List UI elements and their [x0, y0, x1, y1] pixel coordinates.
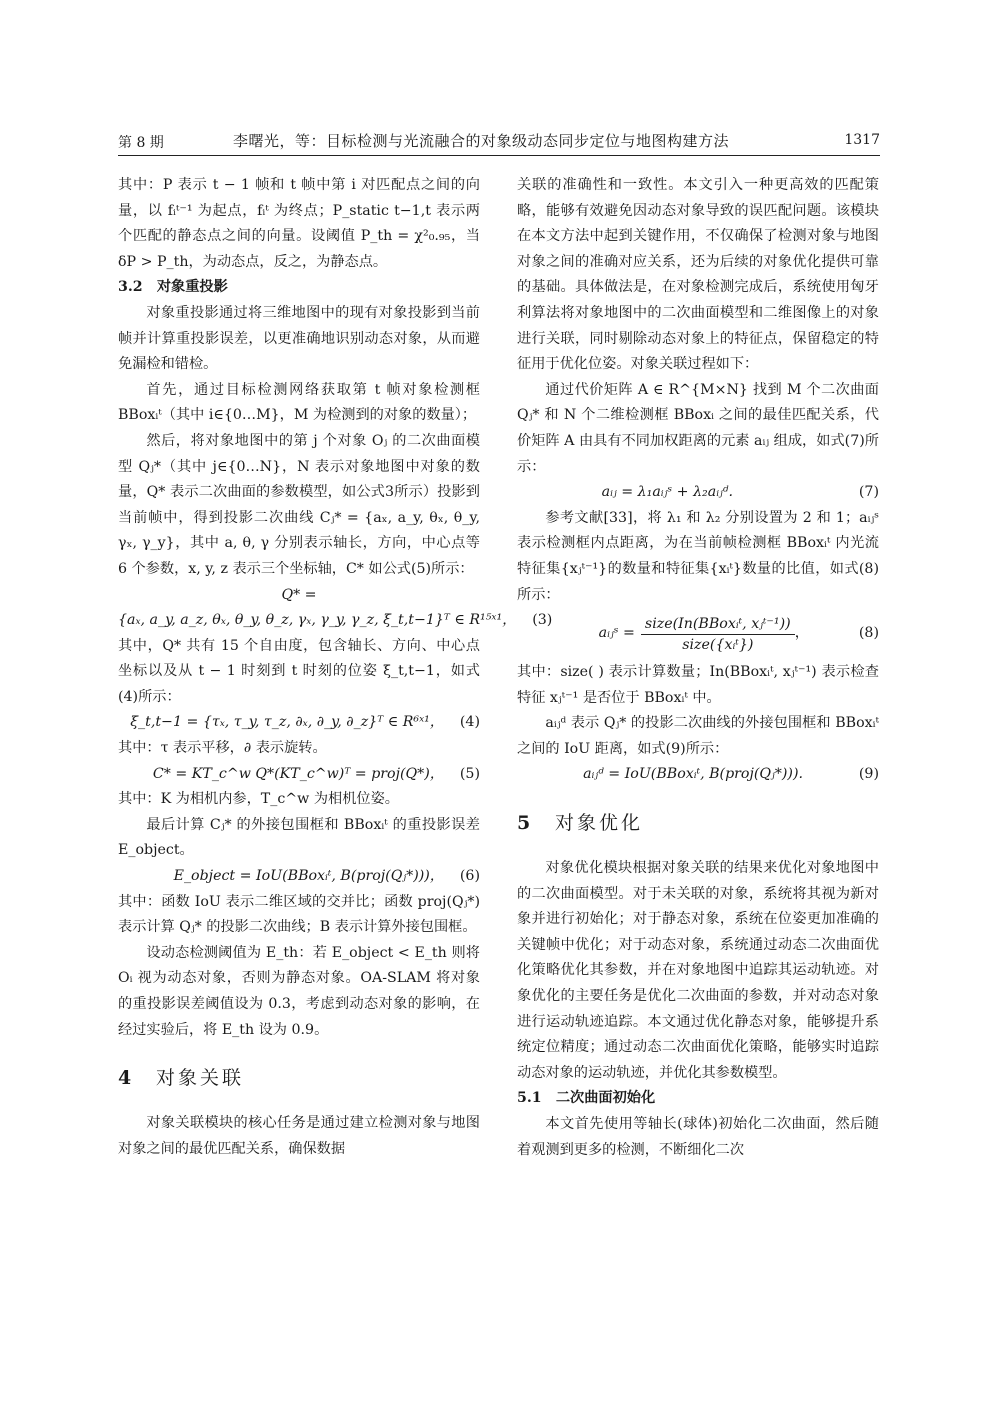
paragraph: 其中：P 表示 t − 1 帧和 t 帧中第 i 对匹配点之间的向量，以 fᵢᵗ⁻¹ 为起点，fᵢᵗ 为终点；P_static t−1,t 表示两个匹配的静态点之间的向量。设阈值 P_th = χ²₀.₉₅，当 δP > P_th，为动态点，反之，为静态点。: [118, 177, 480, 270]
equation-3-line1: Q* =: [281, 586, 317, 603]
paragraph: 对象关联模块的核心任务是通过建立检测对象与地图对象之间的最优匹配关系，确保数据: [118, 1115, 480, 1157]
equation-number: (5): [459, 765, 480, 782]
equation-number: (7): [858, 484, 879, 501]
running-title: 李曙光，等：目标检测与光流融合的对象级动态同步定位与地图构建方法: [233, 132, 730, 150]
equation-number: (3): [532, 612, 553, 629]
paragraph: 关联的准确性和一致性。本文引入一种更高效的匹配策略，能够有效避免因动态对象导致的误匹配问题。该模块在本文方法中起到关键作用，不仅确保了检测对象与地图对象之间的准确对应关系，还为后续的对象优化提供可靠的基础。具体做法是，在对象检测完成后，系统使用匈牙利算法将对象地图中的二次曲面模型和二维图像上的对象进行关联，同时剔除动态对象上的特征点，保留稳定的特征用于优化位姿。对象关联过程如下：: [517, 177, 879, 373]
page-number: 1317: [844, 132, 880, 148]
section-heading-5-1: 5.1 二次曲面初始化: [517, 1090, 656, 1107]
fraction: $\frac{\text{size(In(BBoxᵢᵗ, xⱼᵗ⁻¹))}}{\text{size(\{xᵢᵗ\})}}$: [641, 614, 795, 655]
paragraph: 通过代价矩阵 A ∈ R^{M×N} 找到 M 个二次曲面 Qⱼ* 和 N 个二维检测框 BBoxᵢ 之间的最佳匹配关系，代价矩阵 A 由具有不同加权距离的元素 aᵢⱼ 组成，如式(7)所示：: [517, 381, 879, 475]
equation-5: C* = KT_c^w Q*(KT_c^w)ᵀ = proj(Q*)， (5): [118, 762, 480, 788]
paragraph: 对象优化模块根据对象关联的结果来优化对象地图中的二次曲面模型。对于未关联的对象，系统将其视为新对象并进行初始化；对于静态对象，系统在位姿更加准确的关键帧中优化；对于动态对象，系统通过动态二次曲面优化策略优化其参数，并在对象地图中追踪其运动轨迹。对象优化的主要任务是优化二次曲面的参数，并对动态对象进行运动轨迹追踪。本文通过优化静态对象，能够提升系统定位精度；通过动态二次曲面优化策略，能够实时追踪动态对象的运动轨迹，并优化其参数模型。: [517, 860, 879, 1081]
paragraph: 其中：K 为相机内参，T_c^w 为相机位姿。: [118, 791, 399, 808]
paragraph: 首先，通过目标检测网络获取第 t 帧对象检测框 BBoxᵢᵗ（其中 i∈{0…M}，M 为检测到的对象的数量）；: [118, 381, 480, 424]
paragraph: 对象重投影通过将三维地图中的现有对象投影到当前帧并计算重投影误差，以更准确地识别动态对象，从而避免漏检和错检。: [118, 304, 480, 373]
issue-number: 第 8 期: [118, 135, 164, 151]
equation-number: (6): [459, 868, 480, 885]
equation-6: E_object = IoU(BBoxᵢᵗ, B(proj(Qⱼ*)))， (6): [118, 864, 480, 890]
section-heading-4: 4 对象关联: [118, 1067, 245, 1090]
section-heading-5: 5 对象优化: [517, 812, 644, 835]
section-heading-3-2: 3.2 对象重投影: [118, 279, 228, 296]
equation-3: {aₓ, a_y, a_z, θₓ, θ_y, θ_z, γₓ, γ_y, γ_z, ξ_t,t−1}ᵀ ∈ R¹⁵ˣ¹， (3): [118, 608, 480, 634]
running-header: [118, 125, 880, 156]
equation-number: (4): [459, 714, 480, 731]
paragraph: 其中：size( ) 表示计算数量；In(BBoxᵢᵗ, xⱼᵗ⁻¹) 表示检查特征 xⱼᵗ⁻¹ 是否位于 BBoxᵢᵗ 中。: [517, 664, 879, 706]
paragraph: 本文首先使用等轴长(球体)初始化二次曲面，然后随着观测到更多的检测，不断细化二次: [517, 1116, 879, 1158]
paragraph: 其中，Q* 共有 15 个自由度，包含轴长、方向、中心点坐标以及从 t − 1 时刻到 t 时刻的位姿 ξ_t,t−1，如式(4)所示：: [118, 637, 480, 705]
equation-7: aᵢⱼ = λ₁aᵢⱼˢ + λ₂aᵢⱼᵈ. (7): [517, 480, 879, 506]
equation-9: aᵢⱼᵈ = IoU(BBoxᵢᵗ, B(proj(Qⱼ*))). (9): [517, 762, 879, 788]
paragraph: 其中：τ 表示平移，∂ 表示旋转。: [118, 740, 327, 757]
left-column: [118, 173, 553, 1162]
equation-8: aᵢⱼˢ = $\frac{\text{size(In(BBoxᵢᵗ, xⱼᵗ⁻¹))}}{\text{size(\{xᵢᵗ\})}}$ ， (8): [598, 615, 879, 653]
paragraph: aᵢⱼᵈ 表示 Qⱼ* 的投影二次曲线的外接包围框和 BBoxᵢᵗ 之间的 IoU 距离，如式(9)所示：: [517, 715, 879, 757]
paragraph: 设动态检测阈值为 E_th：若 E_object < E_th 则将 Oᵢ 视为动态对象，否则为静态对象。OA-SLAM 将对象的重投影误差阈值设为 0.3，考虑到动态对象的影响，在经过实验后，将 E_th 设为 0.9。: [118, 944, 480, 1038]
equation-4: ξ_t,t−1 = {τₓ, τ_y, τ_z, ∂ₓ, ∂_y, ∂_z}ᵀ ∈ R⁶ˣ¹， (4): [118, 710, 480, 736]
paragraph: 参考文献[33]，将 λ₁ 和 λ₂ 分别设置为 2 和 1；aᵢⱼˢ 表示检测框内点距离，为在当前帧检测框 BBoxᵢᵗ 内光流特征集{xⱼᵗ⁻¹}的数量和特征集{xᵢᵗ}数量的比值，如式(8)所示：: [517, 509, 879, 603]
equation-number: (9): [858, 766, 879, 783]
right-column: [517, 173, 879, 1163]
paragraph: 然后，将对象地图中的第 j 个对象 Oⱼ 的二次曲面模型 Qⱼ*（其中 j∈{0…N}，N 表示对象地图中对象的数量，Q* 表示二次曲面的参数模型，如公式3所示）投影到当前帧中，得到投影二次曲线 Cⱼ* = {aₓ, a_y, θₓ, θ_y, γₓ, γ_y}，其中 a, θ, γ 分别表示轴长，方向，中心点等 6 个参数，x, y, z 表示三个坐标轴，C* 如公式(5)所示：: [118, 432, 480, 577]
paragraph: 最后计算 Cⱼ* 的外接包围框和 BBoxᵢᵗ 的重投影误差 E_object。: [118, 816, 480, 859]
paragraph: 其中：函数 IoU 表示二维区域的交并比；函数 proj(Qⱼ*) 表示计算 Qⱼ* 的投影二次曲线；B 表示计算外接包围框。: [118, 893, 480, 936]
equation-number: (8): [858, 625, 879, 642]
